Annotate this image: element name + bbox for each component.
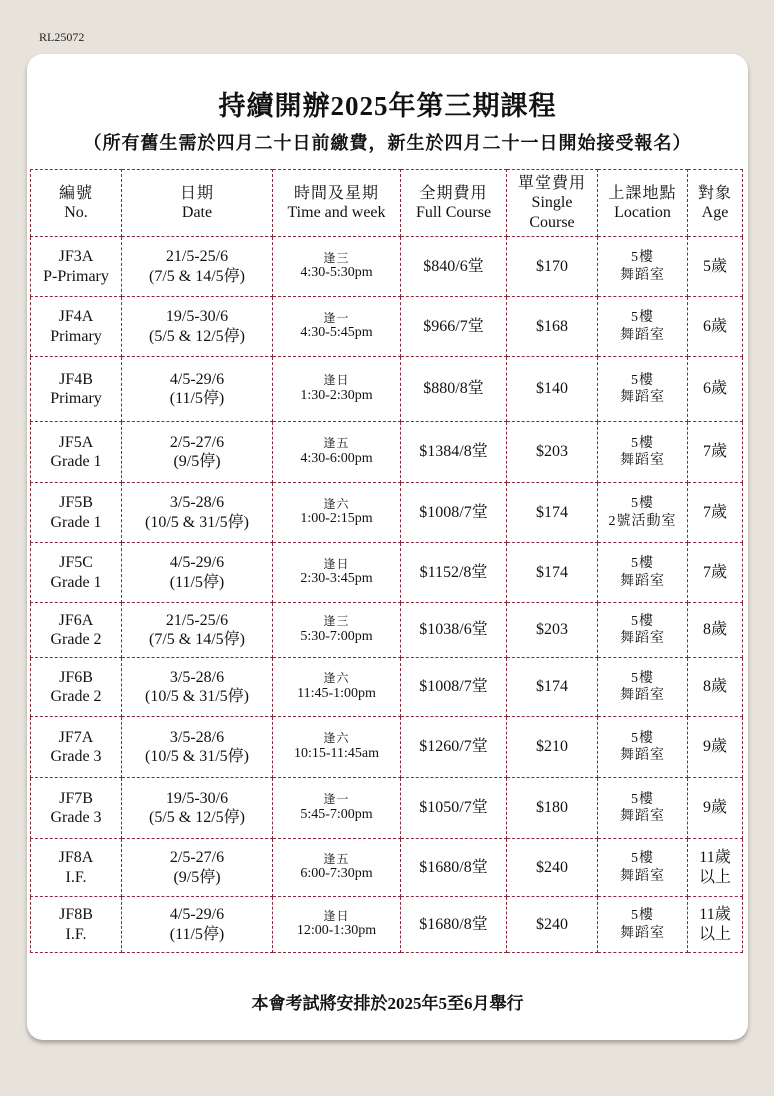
location-floor: 5樓	[631, 670, 654, 686]
age-value: 8歲	[702, 621, 727, 639]
single-course-fee: $240	[536, 858, 568, 876]
age-value: 7歲	[702, 503, 727, 521]
location-room: 舞蹈室	[620, 868, 665, 884]
single-course-fee-cell	[507, 897, 598, 953]
full-course-fee-cell	[401, 237, 507, 297]
single-course-fee: $170	[536, 257, 568, 275]
time-range: 5:30-7:00pm	[300, 628, 373, 644]
age-cell	[688, 778, 743, 839]
time-range: 12:00-1:30pm	[296, 923, 377, 939]
course-level: Grade 3	[50, 809, 102, 826]
date-note: (11/5停)	[169, 390, 225, 407]
table-row	[31, 357, 743, 422]
single-course-fee-cell	[507, 297, 598, 357]
full-course-fee-cell	[401, 483, 507, 543]
time-range: 4:30-5:30pm	[300, 265, 373, 281]
full-course-fee: $1384/8堂	[419, 443, 488, 461]
full-course-fee-cell	[401, 658, 507, 717]
time-range: 4:30-5:45pm	[300, 325, 373, 341]
header-label-en: Single	[531, 194, 573, 212]
location-floor: 5樓	[631, 556, 654, 571]
course-level: P-Primary	[43, 267, 109, 285]
reference-code: RL25072	[39, 30, 85, 44]
time-range: 11:45-1:00pm	[297, 685, 376, 701]
table-row	[31, 237, 743, 297]
age-cell	[688, 543, 743, 603]
age-value: 7歲	[702, 443, 727, 461]
location-cell	[598, 839, 688, 897]
header-label-en: Date	[181, 204, 213, 221]
single-course-fee: $168	[536, 317, 568, 335]
date-cell	[122, 357, 273, 422]
course-code: JF4A	[58, 308, 94, 326]
course-code: JF3A	[58, 248, 94, 266]
course-level: I.F.	[65, 925, 87, 943]
single-course-fee-cell	[507, 839, 598, 897]
header-label-zh: 上課地點	[608, 184, 677, 202]
course-level: Grade 2	[50, 631, 102, 648]
table-row	[31, 422, 743, 483]
date-note: (10/5 & 31/5停)	[145, 688, 249, 705]
location-floor: 5樓	[631, 791, 654, 807]
date-range: 19/5-30/6	[165, 789, 229, 807]
course-code: JF7A	[58, 728, 94, 746]
course-code-cell	[31, 717, 122, 778]
header-label-zh: 日期	[179, 184, 214, 202]
weekday: 逢一	[323, 310, 350, 325]
date-range: 3/5-28/6	[169, 668, 225, 686]
weekday: 逢六	[323, 671, 350, 686]
age-qualifier: 以上	[698, 925, 731, 943]
single-course-fee: $210	[536, 738, 568, 756]
single-course-fee-cell	[507, 483, 598, 543]
header-time	[273, 170, 401, 237]
age-value: 6歲	[702, 317, 727, 335]
location-floor: 5樓	[631, 372, 654, 388]
location-room: 舞蹈室	[620, 809, 665, 824]
date-range: 2/5-27/6	[169, 433, 225, 451]
time-cell	[273, 658, 401, 717]
course-code-cell	[31, 839, 122, 897]
course-code-cell	[31, 237, 122, 297]
date-range: 21/5-25/6	[165, 248, 229, 266]
full-course-fee-cell	[401, 603, 507, 658]
table-row	[31, 897, 743, 953]
location-floor: 5樓	[631, 908, 654, 923]
table-row	[31, 658, 743, 717]
age-cell	[688, 897, 743, 953]
single-course-fee-cell	[507, 603, 598, 658]
weekday: 逢三	[323, 250, 350, 265]
time-cell	[273, 778, 401, 839]
weekday: 逢六	[323, 731, 350, 746]
single-course-fee-cell	[507, 422, 598, 483]
single-course-fee: $203	[536, 621, 568, 639]
table-row	[31, 483, 743, 543]
location-cell	[598, 297, 688, 357]
location-cell	[598, 897, 688, 953]
age-cell	[688, 357, 743, 422]
date-note: (9/5停)	[173, 868, 221, 886]
course-code-cell	[31, 357, 122, 422]
course-code-cell	[31, 603, 122, 658]
location-floor: 5樓	[631, 613, 654, 629]
weekday: 逢五	[323, 436, 350, 451]
course-code-cell	[31, 778, 122, 839]
age-value: 9歲	[702, 799, 727, 817]
full-course-fee: $880/8堂	[423, 380, 484, 398]
course-level: Primary	[50, 390, 102, 407]
full-course-fee: $840/6堂	[423, 257, 484, 275]
table-row	[31, 543, 743, 603]
course-level: Grade 1	[50, 453, 102, 470]
age-value: 8歲	[702, 678, 727, 696]
single-course-fee: $180	[536, 799, 568, 817]
header-label-zh: 全期費用	[419, 184, 488, 202]
location-floor: 5樓	[631, 435, 654, 451]
date-cell	[122, 897, 273, 953]
age-cell	[688, 717, 743, 778]
weekday: 逢日	[323, 908, 350, 923]
course-code: JF8B	[59, 906, 93, 924]
location-floor: 5樓	[631, 730, 654, 746]
date-note: (7/5 & 14/5停)	[149, 267, 245, 285]
date-note: (10/5 & 31/5停)	[145, 748, 249, 765]
single-course-fee: $174	[536, 503, 568, 521]
course-level: Grade 3	[50, 748, 102, 765]
age-cell	[688, 658, 743, 717]
location-cell	[598, 237, 688, 297]
age-value: 5歲	[702, 257, 727, 275]
full-course-fee: $1008/7堂	[419, 503, 488, 521]
full-course-fee: $966/7堂	[423, 317, 484, 335]
time-cell	[273, 422, 401, 483]
course-card	[27, 54, 748, 1040]
time-range: 1:00-2:15pm	[300, 511, 373, 527]
header-no	[31, 170, 122, 237]
single-course-fee: $140	[536, 380, 568, 398]
age-cell	[688, 422, 743, 483]
header-label-en: Time and week	[287, 204, 386, 221]
registration-notice: （所有舊生需於四月二十日前繳費，新生於四月二十一日開始接受報名）	[83, 133, 692, 153]
age-cell	[688, 603, 743, 658]
date-cell	[122, 237, 273, 297]
location-room: 2號活動室	[608, 513, 677, 529]
course-code: JF6B	[59, 668, 93, 686]
single-course-fee-cell	[507, 357, 598, 422]
time-cell	[273, 839, 401, 897]
single-course-fee-cell	[507, 237, 598, 297]
weekday: 逢五	[323, 851, 350, 866]
page-title: 持續開辦2025年第三期課程	[218, 91, 557, 121]
course-code: JF5B	[59, 494, 93, 512]
course-code: JF6A	[58, 611, 94, 629]
course-schedule-table	[30, 169, 743, 953]
header-label-zh: 時間及星期	[293, 184, 379, 202]
header-label-en: Full Course	[415, 204, 492, 221]
header-label-en-2: Course	[529, 213, 575, 231]
header-label-zh: 單堂費用	[517, 175, 586, 193]
single-course-fee: $174	[536, 563, 568, 581]
date-cell	[122, 839, 273, 897]
date-range: 3/5-28/6	[169, 494, 225, 512]
date-cell	[122, 297, 273, 357]
time-range: 2:30-3:45pm	[300, 571, 373, 587]
age-value: 11歲	[699, 849, 731, 867]
course-level: I.F.	[65, 868, 87, 886]
date-range: 4/5-29/6	[169, 906, 225, 924]
date-cell	[122, 422, 273, 483]
table-row	[31, 717, 743, 778]
header-age	[688, 170, 743, 237]
date-note: (9/5停)	[173, 453, 221, 470]
full-course-fee: $1050/7堂	[419, 799, 488, 817]
time-cell	[273, 897, 401, 953]
weekday: 逢三	[323, 614, 350, 629]
date-note: (5/5 & 12/5停)	[149, 809, 245, 826]
course-code: JF7B	[59, 789, 93, 807]
age-cell	[688, 297, 743, 357]
single-course-fee: $203	[536, 443, 568, 461]
table-row	[31, 603, 743, 658]
course-code-cell	[31, 897, 122, 953]
time-cell	[273, 297, 401, 357]
age-qualifier: 以上	[698, 868, 731, 886]
age-value: 7歲	[702, 563, 727, 581]
location-cell	[598, 778, 688, 839]
course-code: JF5A	[58, 433, 94, 451]
date-range: 4/5-29/6	[169, 554, 225, 572]
time-cell	[273, 237, 401, 297]
date-range: 19/5-30/6	[165, 308, 229, 326]
header-label-en: No.	[64, 204, 88, 221]
time-range: 10:15-11:45am	[293, 745, 380, 761]
course-level: Primary	[50, 327, 102, 345]
exam-notice: 本會考試將安排於2025年5至6月舉行	[251, 994, 524, 1013]
single-course-fee-cell	[507, 543, 598, 603]
date-note: (11/5停)	[169, 573, 225, 591]
location-floor: 5樓	[631, 310, 654, 325]
time-range: 5:45-7:00pm	[300, 806, 373, 822]
course-code-cell	[31, 543, 122, 603]
full-course-fee-cell	[401, 297, 507, 357]
date-range: 4/5-29/6	[169, 370, 225, 388]
age-value: 6歲	[702, 380, 727, 398]
time-cell	[273, 603, 401, 658]
location-room: 舞蹈室	[620, 390, 665, 405]
full-course-fee-cell	[401, 778, 507, 839]
location-room: 舞蹈室	[620, 267, 665, 283]
location-floor: 5樓	[631, 851, 654, 866]
location-cell	[598, 543, 688, 603]
full-course-fee-cell	[401, 422, 507, 483]
location-cell	[598, 422, 688, 483]
full-course-fee-cell	[401, 543, 507, 603]
full-course-fee: $1260/7堂	[419, 738, 488, 756]
time-cell	[273, 543, 401, 603]
course-code: JF8A	[58, 849, 94, 867]
full-course-fee: $1680/8堂	[419, 915, 488, 933]
location-room: 舞蹈室	[620, 925, 665, 941]
header-date	[122, 170, 273, 237]
location-cell	[598, 603, 688, 658]
location-cell	[598, 717, 688, 778]
single-course-fee-cell	[507, 717, 598, 778]
full-course-fee: $1008/7堂	[419, 678, 488, 696]
table-header-row	[31, 170, 743, 237]
header-label-zh: 編號	[58, 184, 93, 202]
header-location	[598, 170, 688, 237]
course-code-cell	[31, 297, 122, 357]
full-course-fee-cell	[401, 717, 507, 778]
time-range: 6:00-7:30pm	[300, 866, 373, 882]
full-course-fee: $1680/8堂	[419, 858, 488, 876]
table-row	[31, 778, 743, 839]
weekday: 逢一	[323, 792, 350, 807]
age-cell	[688, 839, 743, 897]
weekday: 逢六	[323, 496, 350, 511]
date-cell	[122, 543, 273, 603]
location-cell	[598, 483, 688, 543]
table-row	[31, 839, 743, 897]
time-cell	[273, 483, 401, 543]
header-single-course	[507, 170, 598, 237]
course-level: Grade 1	[50, 573, 102, 591]
course-code: JF5C	[59, 554, 93, 572]
full-course-fee: $1152/8堂	[419, 563, 488, 581]
age-cell	[688, 483, 743, 543]
date-range: 3/5-28/6	[169, 728, 225, 746]
location-floor: 5樓	[631, 496, 654, 511]
single-course-fee-cell	[507, 778, 598, 839]
course-code: JF4B	[59, 370, 93, 388]
date-cell	[122, 717, 273, 778]
course-code-cell	[31, 658, 122, 717]
course-level: Grade 1	[50, 513, 102, 531]
location-room: 舞蹈室	[620, 327, 665, 343]
full-course-fee: $1038/6堂	[419, 621, 488, 639]
single-course-fee: $174	[536, 678, 568, 696]
course-code-cell	[31, 483, 122, 543]
table-row	[31, 297, 743, 357]
single-course-fee-cell	[507, 658, 598, 717]
time-range: 4:30-6:00pm	[300, 450, 373, 466]
weekday: 逢日	[323, 556, 350, 571]
date-range: 2/5-27/6	[169, 849, 225, 867]
table-body	[31, 237, 743, 953]
date-note: (7/5 & 14/5停)	[149, 631, 245, 648]
date-cell	[122, 603, 273, 658]
single-course-fee: $240	[536, 915, 568, 933]
time-range: 1:30-2:30pm	[300, 387, 373, 403]
full-course-fee-cell	[401, 357, 507, 422]
location-room: 舞蹈室	[620, 688, 665, 703]
location-room: 舞蹈室	[620, 631, 665, 646]
age-value: 9歲	[702, 738, 727, 756]
header-full-course	[401, 170, 507, 237]
location-floor: 5樓	[631, 250, 654, 265]
full-course-fee-cell	[401, 897, 507, 953]
date-range: 21/5-25/6	[165, 611, 229, 629]
course-level: Grade 2	[50, 688, 102, 705]
date-note: (5/5 & 12/5停)	[149, 327, 245, 345]
course-code-cell	[31, 422, 122, 483]
location-cell	[598, 658, 688, 717]
date-cell	[122, 483, 273, 543]
date-note: (10/5 & 31/5停)	[145, 513, 249, 531]
age-value: 11歲	[699, 906, 731, 924]
location-cell	[598, 357, 688, 422]
date-cell	[122, 778, 273, 839]
time-cell	[273, 357, 401, 422]
full-course-fee-cell	[401, 839, 507, 897]
age-cell	[688, 237, 743, 297]
date-note: (11/5停)	[169, 925, 225, 943]
time-cell	[273, 717, 401, 778]
date-cell	[122, 658, 273, 717]
location-room: 舞蹈室	[620, 748, 665, 763]
header-label-zh: 對象	[697, 184, 732, 202]
location-room: 舞蹈室	[620, 453, 665, 468]
header-label-en: Age	[701, 204, 729, 221]
weekday: 逢日	[323, 373, 350, 388]
location-room: 舞蹈室	[620, 573, 665, 589]
header-label-en: Location	[614, 204, 671, 221]
